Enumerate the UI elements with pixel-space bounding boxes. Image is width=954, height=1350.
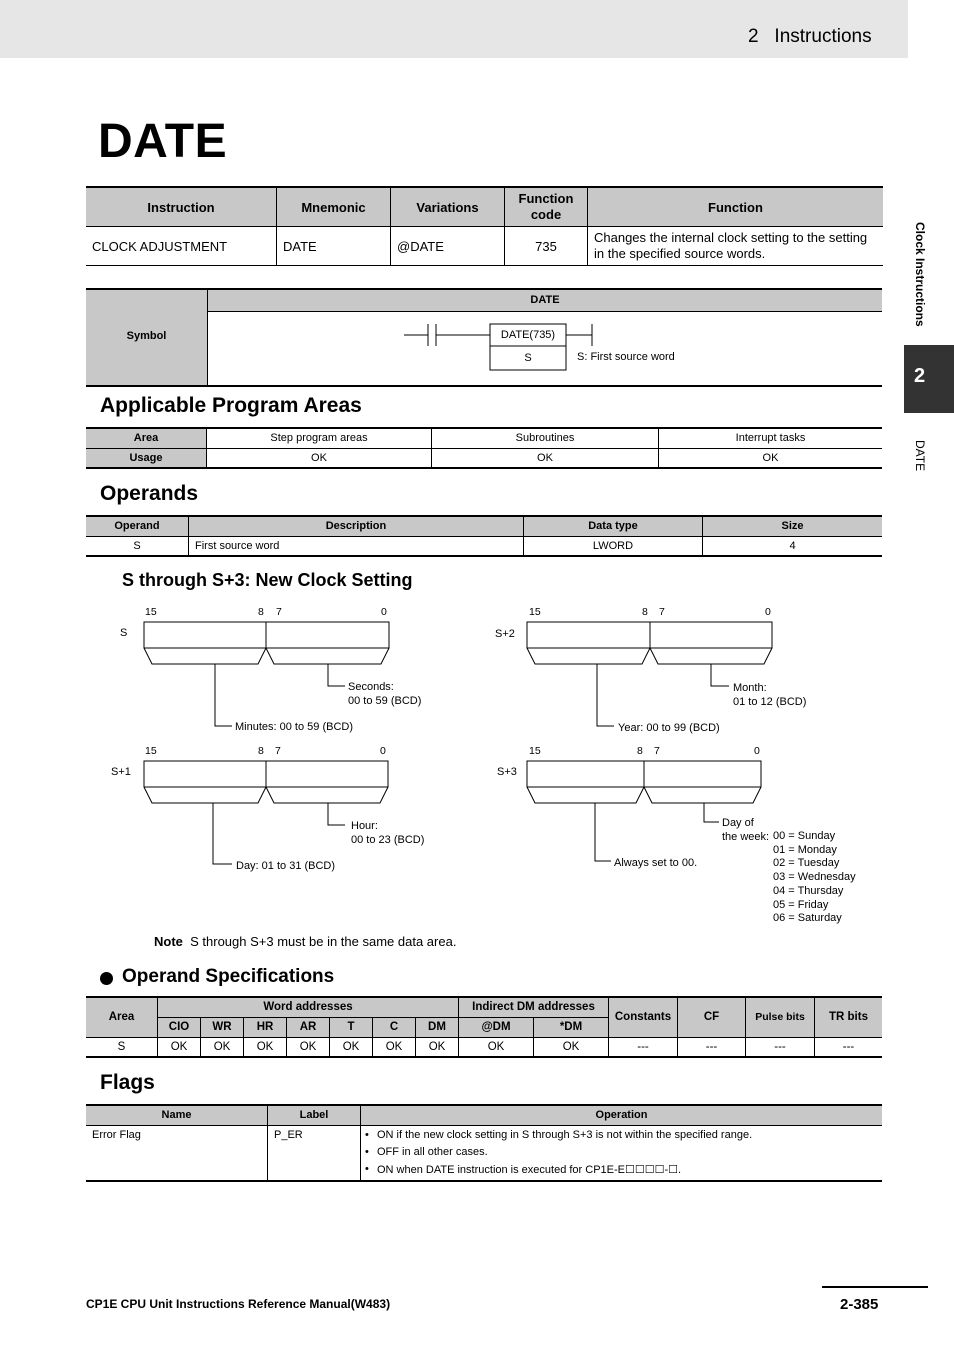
bit-label: 8 (637, 745, 643, 757)
weekday-item: 03 = Wednesday (773, 871, 856, 884)
word-name: S+3 (497, 766, 517, 778)
bit-label: 7 (654, 745, 660, 757)
header-cell: CIO (158, 1017, 201, 1037)
bit-label: 15 (529, 745, 541, 757)
program-areas-heading: Applicable Program Areas (100, 394, 362, 417)
operation-item: • ON if the new clock setting in S through S+3 is not within the specified range. (361, 1129, 882, 1141)
header-cell: AR (287, 1017, 330, 1037)
flag-label: P_ER (268, 1125, 361, 1181)
chapter-number: 2 (748, 26, 759, 47)
flags-table (86, 1104, 882, 1182)
table-cell: First source word (189, 536, 524, 556)
header-cell: Function code (505, 187, 588, 227)
table-cell: --- (678, 1037, 746, 1057)
operation-item: • ON when DATE instruction is executed for CP1E-E☐☐☐☐-☐. (361, 1163, 882, 1176)
operand-note: S: First source word (577, 351, 675, 363)
day-of-week-label: Day of the week: (722, 817, 770, 843)
header-cell: WR (201, 1017, 244, 1037)
side-chapter-tab: 2 (904, 345, 954, 413)
table-cell: OK (158, 1037, 201, 1057)
bit-label: 15 (529, 606, 541, 618)
clock-setting-heading: S through S+3: New Clock Setting (122, 570, 413, 590)
bit-label: 8 (258, 745, 264, 757)
table-cell: LWORD (524, 536, 703, 556)
table-cell: --- (609, 1037, 678, 1057)
year-label: Year: 00 to 99 (BCD) (618, 722, 720, 734)
weekday-item: 04 = Thursday (773, 884, 844, 897)
table-cell: OK (287, 1037, 330, 1057)
header-cell: Function (588, 187, 884, 227)
note-text: S through S+3 must be in the same data area. (190, 934, 457, 949)
header-cell: Size (703, 516, 883, 536)
minutes-label: Minutes: 00 to 59 (BCD) (235, 721, 353, 733)
table-cell: @DATE (391, 227, 505, 266)
word-name: S+1 (111, 766, 131, 778)
header-cell: Operand (86, 516, 189, 536)
operand-specs-heading: Operand Specifications (122, 966, 335, 987)
bullet-icon (100, 972, 113, 985)
table-cell: 4 (789, 539, 796, 552)
table-cell: OK (459, 1037, 534, 1057)
table-cell: OK (534, 1037, 609, 1057)
header-cell: C (373, 1017, 416, 1037)
weekday-item: 05 = Friday (773, 898, 829, 911)
header-cell: Mnemonic (277, 187, 391, 227)
block-name: DATE(735) (500, 329, 556, 341)
chapter-title: Instructions (774, 26, 872, 47)
table-cell: OK (330, 1037, 373, 1057)
flags-heading: Flags (100, 1071, 155, 1094)
flag-name: Error Flag (86, 1125, 268, 1181)
weekday-item: 00 = Sunday (773, 830, 836, 842)
side-subsection-label: DATE (913, 440, 927, 472)
table-cell: OK (373, 1037, 416, 1057)
symbol-header: DATE (530, 294, 560, 306)
weekday-item: 02 = Tuesday (773, 857, 840, 870)
header-cell: T (330, 1017, 373, 1037)
month-label: Month: 01 to 12 (BCD) (733, 682, 807, 708)
table-cell: --- (746, 1037, 815, 1057)
table-cell: OK (416, 1037, 459, 1057)
side-section-label: Clock Instructions (913, 222, 927, 327)
header-cell: Label (268, 1105, 361, 1125)
page-title: DATE (98, 115, 228, 168)
bit-label: 0 (381, 606, 387, 618)
table-cell: OK (207, 448, 432, 468)
table-cell: --- (842, 1040, 855, 1053)
table-cell: OK (432, 448, 659, 468)
footer-rule (822, 1286, 928, 1288)
header-cell: Operation (361, 1105, 883, 1125)
bit-label: 8 (258, 606, 264, 618)
row-label: Usage (86, 448, 207, 468)
bit-label: 7 (659, 606, 665, 618)
table-cell: Step program areas (207, 428, 432, 448)
operation-item: • OFF in all other cases. (361, 1146, 882, 1158)
table-cell: Subroutines (432, 428, 659, 448)
table-cell: Changes the internal clock setting to the setting in the specified source words. (588, 227, 884, 266)
word-name: S+2 (495, 628, 515, 640)
table-cell: Interrupt tasks (659, 428, 883, 448)
header-cell: @DM (459, 1017, 534, 1037)
symbol-label: Symbol (126, 330, 167, 342)
operands-heading: Operands (100, 482, 199, 505)
header-cell: Constants (609, 997, 678, 1037)
table-cell: S (86, 536, 189, 556)
bit-label: 0 (754, 745, 760, 757)
header-cell: DM (416, 1017, 459, 1037)
block-operand: S (524, 352, 532, 364)
header-cell: Word addresses (158, 997, 459, 1017)
hour-label: Hour: 00 to 23 (BCD) (351, 820, 425, 846)
header-cell: Variations (391, 187, 505, 227)
operand-specs-table (86, 996, 882, 1058)
table-cell: 735 (505, 227, 588, 266)
seconds-label: Seconds: 00 to 59 (BCD) (348, 681, 422, 707)
flag-operation (361, 1125, 883, 1181)
page-number: 2-385 (840, 1296, 879, 1313)
table-cell: OK (762, 451, 779, 464)
header-cell: *DM (534, 1017, 609, 1037)
table-row (86, 1125, 882, 1181)
weekday-item: 06 = Saturday (773, 912, 842, 925)
header-cell: Pulse bits (746, 997, 815, 1037)
bit-label: 7 (276, 606, 282, 618)
table-cell: CLOCK ADJUSTMENT (86, 227, 277, 266)
bit-label: 15 (145, 745, 157, 757)
bit-label: 15 (145, 606, 157, 618)
header-cell: Instruction (86, 187, 277, 227)
header-cell: Data type (524, 516, 703, 536)
row-label: Area (86, 428, 207, 448)
header-cell: TR bits (815, 997, 883, 1037)
header-cell: Indirect DM addresses (459, 997, 609, 1017)
table-cell: OK (201, 1037, 244, 1057)
bit-label: 7 (275, 745, 281, 757)
day-label: Day: 01 to 31 (BCD) (236, 860, 336, 872)
footer-manual-title: CP1E CPU Unit Instructions Reference Manual(W483) (86, 1297, 391, 1311)
header-cell: CF (678, 997, 746, 1037)
header-cell: Name (86, 1105, 268, 1125)
table-row (86, 1037, 882, 1057)
table-cell: S (86, 1037, 158, 1057)
weekday-item: 01 = Monday (773, 843, 837, 856)
header-cell: Description (189, 516, 524, 536)
table-cell: DATE (277, 227, 391, 266)
bit-label: 8 (642, 606, 648, 618)
note-label: Note (154, 934, 183, 949)
header-cell: HR (244, 1017, 287, 1037)
table-cell: OK (244, 1037, 287, 1057)
bit-label: 0 (765, 606, 771, 618)
header-cell: Area (86, 997, 158, 1037)
bit-label: 0 (380, 745, 386, 757)
note (154, 934, 456, 949)
always-zero-label: Always set to 00. (614, 857, 698, 869)
word-name: S (120, 627, 128, 639)
weekday-list (773, 830, 856, 926)
